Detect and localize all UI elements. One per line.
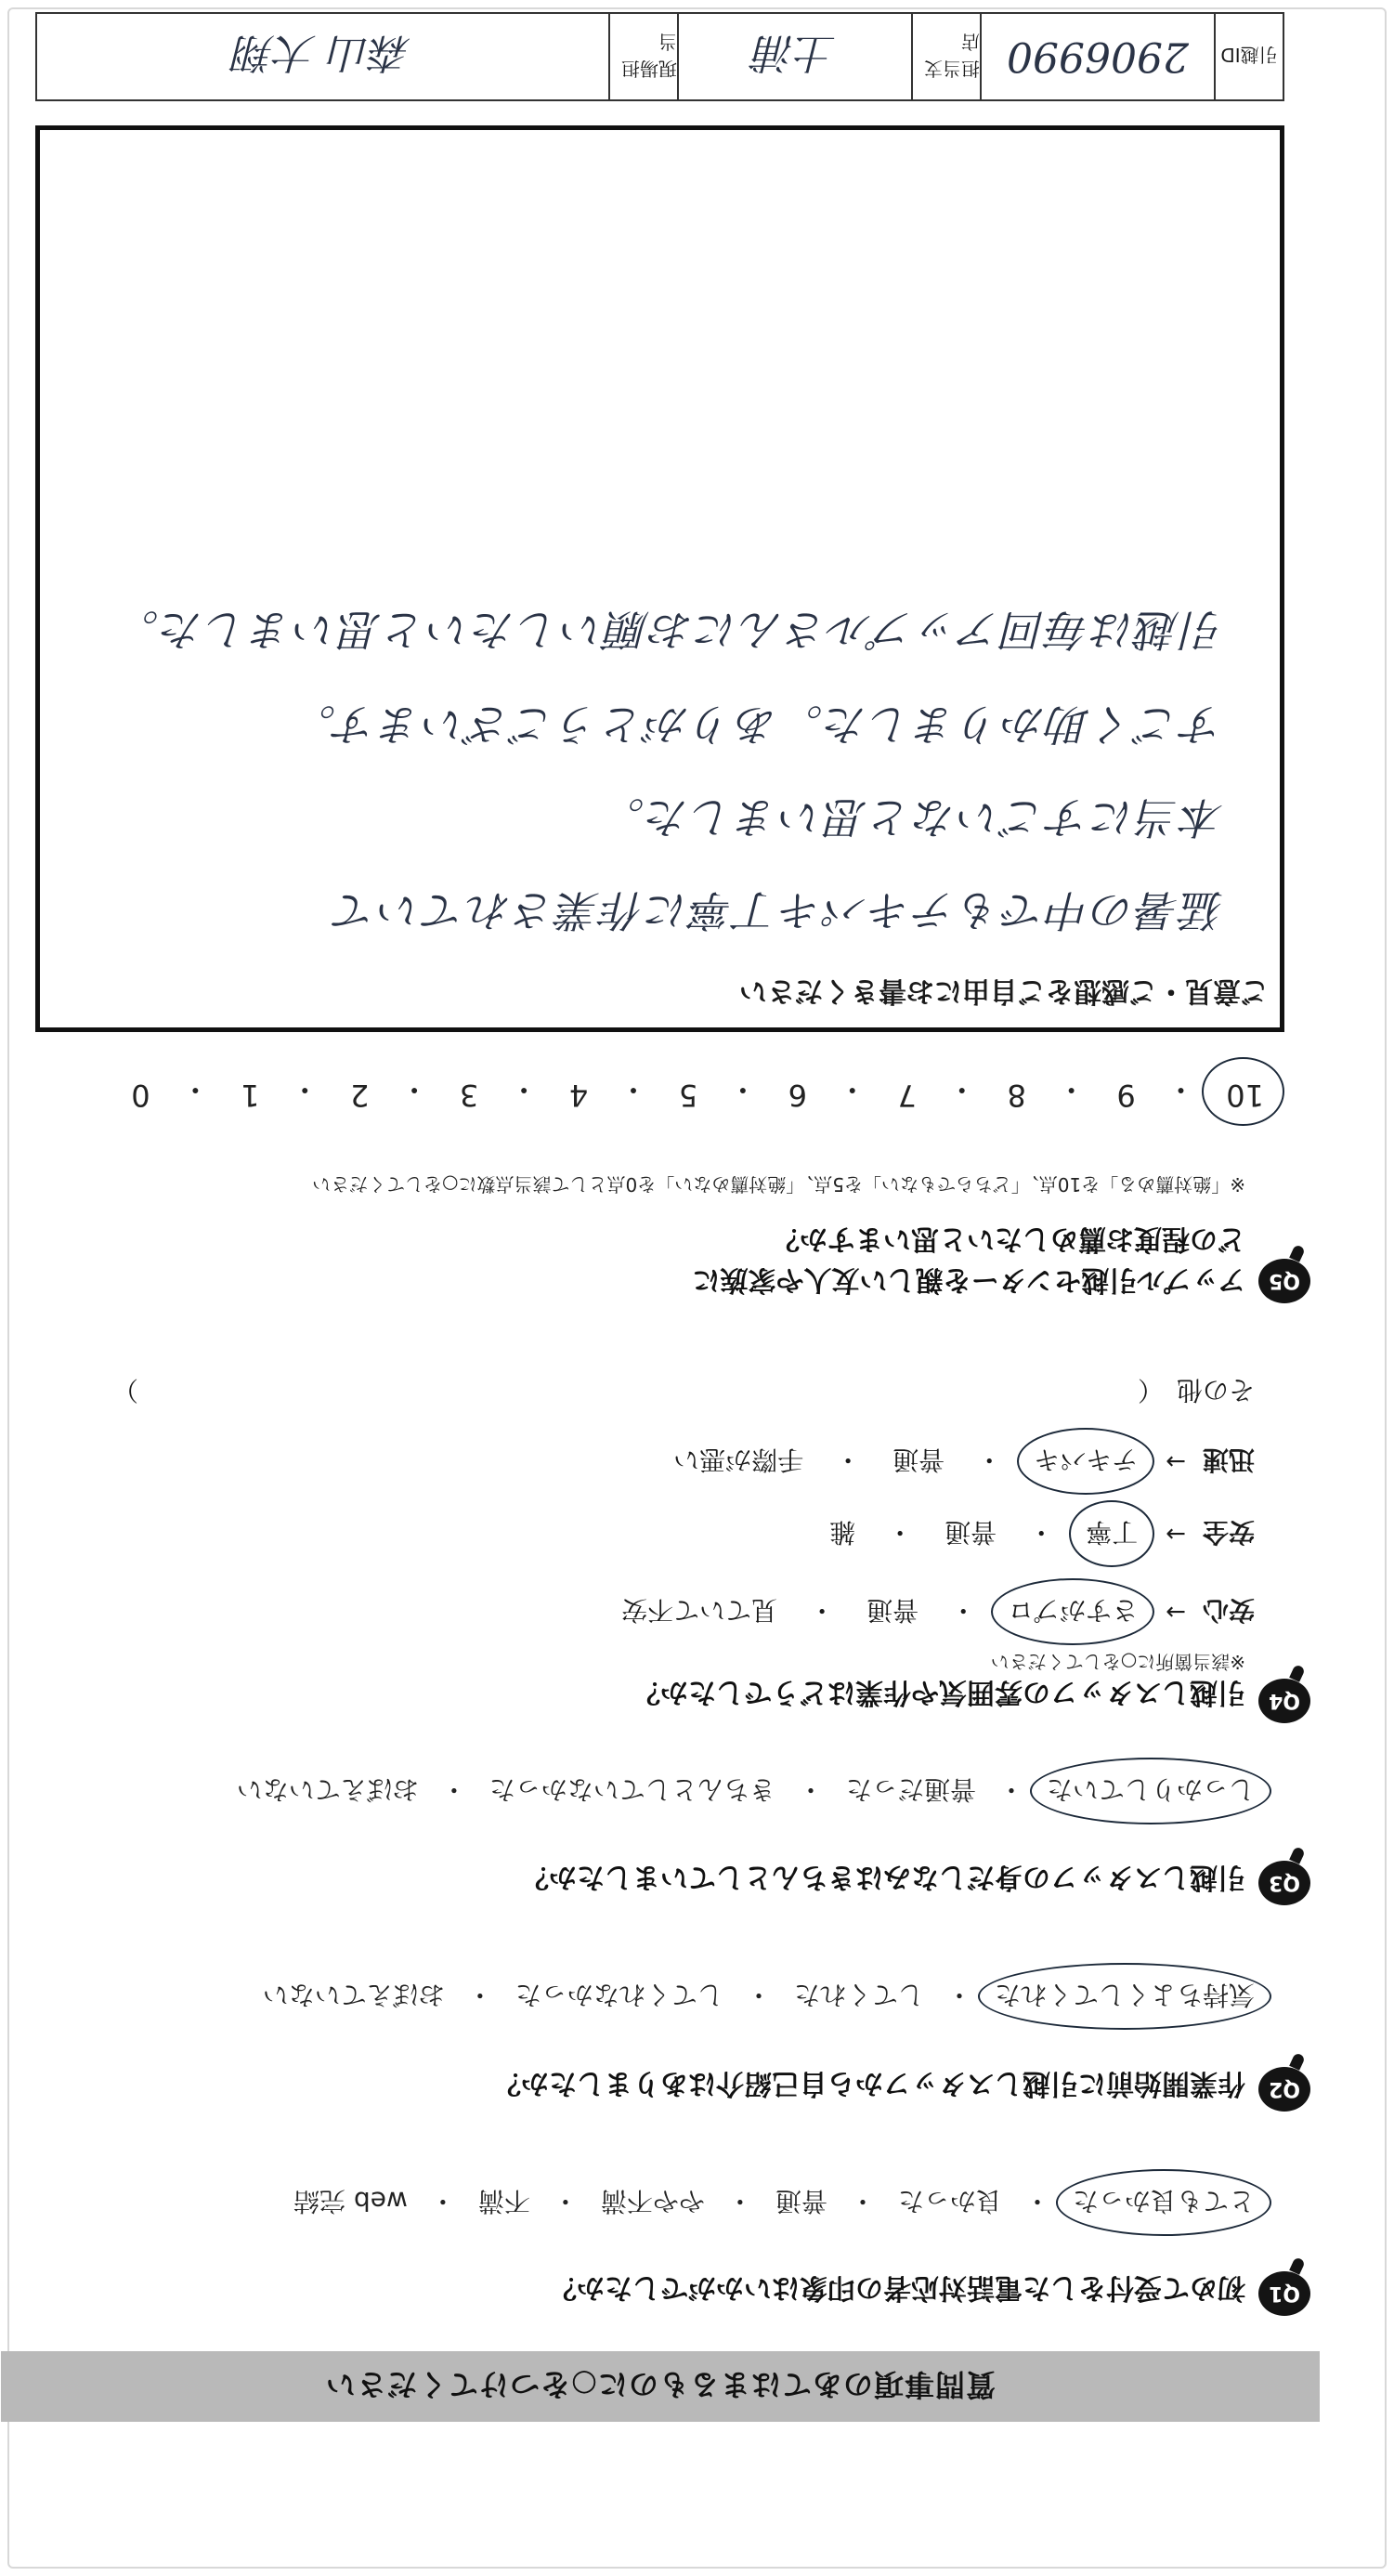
q4-option[interactable]: 見ていて不安 (621, 1595, 778, 1626)
q1-option[interactable]: とても良かった (1073, 2184, 1255, 2221)
q4-note: ※該当箇所に○をしてください (990, 1651, 1245, 1673)
q4-badge-icon: Q4 (1258, 1679, 1310, 1723)
q5-scale: 10 ・ 9 ・ 8 ・ 7 ・ 6 ・ 5 ・ 4 ・ 3 ・ 2 ・ 1 ・ 0 (131, 1072, 1264, 1113)
q1-badge-icon: Q1 (1258, 2271, 1310, 2316)
q2-badge-icon: Q2 (1258, 2067, 1310, 2112)
comment-line: 本当にすごいなと思いました。 (600, 792, 1224, 843)
scale-option[interactable]: 2 (350, 1078, 370, 1113)
leader-label: 現場担当 (608, 14, 677, 99)
q5-note: ※「絶対薦める」を10点、「どちらでもない」を5点、「絶対薦めない」を0点として該当点数に○をしてください (312, 1173, 1245, 1196)
leader-value: 森山 大翔 (234, 29, 411, 76)
q1-option[interactable]: 普通 (775, 2186, 827, 2216)
q4-option[interactable]: 普通 (892, 1445, 945, 1475)
q3-question: 引越しスタッフの身だしなみはきちんとしていましたか？ (521, 1861, 1245, 1893)
footer-table (35, 12, 1284, 101)
q2-options: 気持ちよくしてくれた ・ してくれた ・ してくれなかった ・ おぼえていない (263, 1978, 1255, 2015)
q2-option[interactable]: 気持ちよくしてくれた (995, 1978, 1255, 2015)
q4-row-anshin: 安心 → さすがプロ ・ 普通 ・ 見ていて不安 (621, 1593, 1255, 1630)
id-label: 引越ID (1214, 14, 1283, 99)
banner-text: 質問事項のあてはまるものに○をつけてください (325, 2367, 996, 2402)
q4-option[interactable]: テキパキ (1034, 1443, 1138, 1480)
q3-option[interactable]: 普通だった (845, 1774, 976, 1805)
q4-row-jinsoku: 迅速 → テキパキ ・ 普通 ・ 手際が悪い (673, 1443, 1255, 1480)
scale-option[interactable]: 3 (459, 1078, 479, 1113)
scale-option[interactable]: 4 (568, 1078, 589, 1113)
arrow-right-icon: → (1166, 1598, 1186, 1626)
q1-question: 初めて受付をした電話対応者の印象はいかがでしたか？ (549, 2271, 1245, 2304)
q1-option[interactable]: 不満 (477, 2186, 530, 2216)
q3-option[interactable]: きちんとしていなかった (489, 1774, 775, 1805)
comment-line: 引越は毎回アップルさんにお願いしたいと思いました。 (114, 605, 1224, 655)
q4-question: 引越しスタッフの雰囲気や作業はどうでしたか？ (632, 1676, 1245, 1708)
row-label: 安全 (1202, 1517, 1255, 1548)
q2-option[interactable]: してくれなかった (515, 1980, 723, 2010)
scale-option[interactable]: 5 (678, 1078, 698, 1113)
arrow-right-icon: → (1166, 1520, 1186, 1548)
branch-label: 担当支店 (911, 14, 980, 99)
scale-option[interactable]: 7 (897, 1078, 917, 1113)
comment-line: 猛暑の中でもテキパキ丁寧に作業されていて (332, 885, 1224, 935)
comment-line: すごく助かりました。ありがとうございます。 (291, 700, 1224, 750)
other-open-paren: （ (1137, 1375, 1151, 1406)
q2-question: 作業開始前に引越しスタッフから自己紹介はありましたか？ (493, 2067, 1245, 2099)
scale-option[interactable]: 6 (788, 1078, 808, 1113)
scale-option[interactable]: 8 (1007, 1078, 1026, 1113)
other-close-paren: ） (112, 1375, 139, 1406)
q4-option[interactable]: 普通 (945, 1517, 997, 1548)
q3-option[interactable]: しっかりしていた (1047, 1772, 1255, 1810)
q2-option[interactable]: おぼえていない (262, 1980, 445, 2010)
instruction-banner (1, 2351, 1320, 2422)
q1-options: とても良かった ・ 良かった ・ 普通 ・ やや不満 ・ 不満 ・ web 完結 (293, 2184, 1255, 2221)
q5-question-line1: アップル引越センターを親しい友人や家族に (692, 1263, 1245, 1296)
row-label: 迅速 (1202, 1445, 1255, 1475)
arrow-right-icon: → (1166, 1447, 1186, 1475)
q5-badge-icon: Q5 (1258, 1259, 1310, 1303)
q1-option[interactable]: web 完結 (293, 2186, 408, 2216)
scale-option[interactable]: 10 (1226, 1070, 1264, 1113)
scale-option[interactable]: 9 (1116, 1078, 1136, 1113)
q1-option[interactable]: やや不満 (600, 2186, 705, 2216)
q4-other (112, 1373, 1255, 1410)
comment-box[interactable] (35, 125, 1284, 1032)
q3-options: しっかりしていた ・ 普通だった ・ きちんとしていなかった ・ おぼえていない (237, 1772, 1255, 1810)
q4-option[interactable]: 普通 (866, 1595, 919, 1626)
comment-label: ご意見・ご感想をご自由にお書きください (739, 974, 1269, 1007)
q3-badge-icon: Q3 (1258, 1861, 1310, 1905)
q4-row-anzen: 安全 → 丁寧 ・ 普通 ・ 雑 (829, 1515, 1255, 1552)
other-label: その他 (1176, 1375, 1255, 1406)
scale-option[interactable]: 0 (131, 1078, 150, 1113)
branch-value: 土浦 (677, 14, 911, 99)
q3-option[interactable]: おぼえていない (236, 1774, 419, 1805)
scale-option[interactable]: 1 (241, 1078, 260, 1113)
q4-option[interactable]: 手際が悪い (673, 1445, 804, 1475)
q4-option[interactable]: 雑 (829, 1517, 856, 1548)
q4-option[interactable]: さすがプロ (1008, 1593, 1138, 1630)
row-label: 安心 (1202, 1595, 1255, 1626)
id-value: 2906990 (980, 14, 1214, 99)
q1-option[interactable]: 良かった (897, 2186, 1002, 2216)
q4-option[interactable]: 丁寧 (1086, 1515, 1138, 1552)
q5-question-line2: どの程度お薦めしたいと思いますか？ (772, 1223, 1245, 1255)
q2-option[interactable]: してくれた (793, 1980, 924, 2010)
